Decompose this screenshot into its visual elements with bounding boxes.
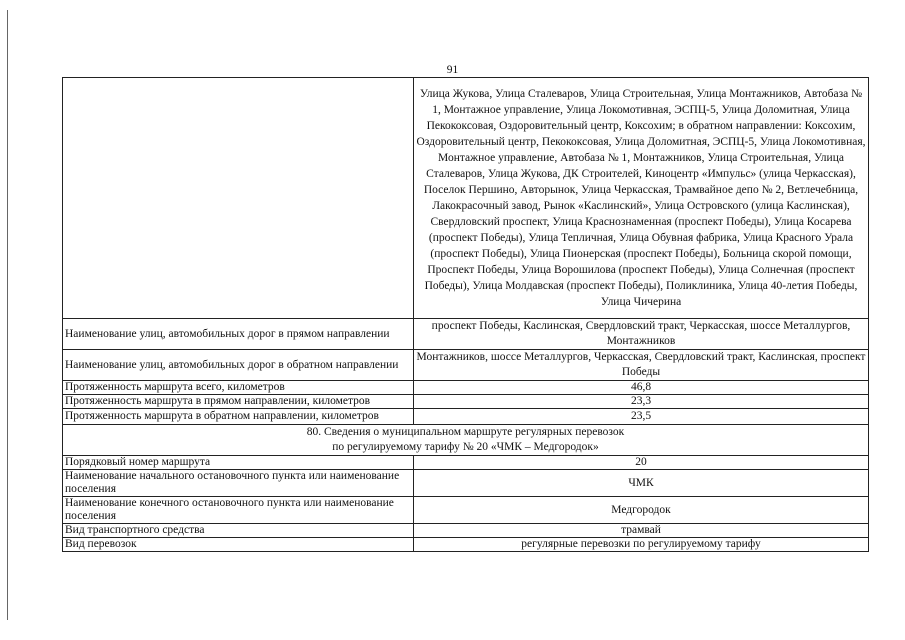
page-edge-line bbox=[7, 10, 8, 620]
row-value: проспект Победы, Каслинская, Свердловский тракт, Черкасская, шоссе Металлургов, Монтажников bbox=[414, 319, 869, 350]
row-label: Вид транспортного средства bbox=[63, 524, 414, 538]
table-row bbox=[63, 524, 869, 538]
section-heading-line-1: 80. Сведения о муниципальном маршруте регулярных перевозок bbox=[306, 426, 625, 438]
row-value: трамвай bbox=[414, 524, 869, 538]
row-label: Наименование начального остановочного пункта или наименование поселения bbox=[63, 470, 414, 497]
table-row bbox=[63, 78, 869, 319]
row-value: регулярные перевозки по регулируемому тарифу bbox=[414, 538, 869, 552]
table-row bbox=[63, 456, 869, 470]
stops-list-continuation: Улица Жукова, Улица Сталеваров, Улица Строительная, Улица Монтажников, Автобаза № 1, Монтажное управление, Улица Локомотивная, ЭСПЦ-5, Улица Доломитная, Улица Пекококсовая, Оздоровительный центр, Коксохим; в обратном направлении: Коксохим, Оздоровительный центр, Пекококсовая, Улица Доломитная, ЭСПЦ-5, Улица Локомотивная, Монтажное управление, Автобаза № 1, Монтажников, Улица Строительная, Улица Сталеваров, Улица Жукова, ДК Строителей, Киноцентр «Импульс» (улица Черкасская), Поселок Першино, Авторынок, Улица Черкасская, Трамвайное депо № 2, Ветлечебница, Лакокрасочный завод, Рынок «Каслинский», Улица Островского (улица Каслинская), Свердловский проспект, Улица Краснознаменная (проспект Победы), Улица Косарева (проспект Победы), Улица Тепличная, Улица Обувная фабрика, Улица Красного Урала (проспект Победы), Улица Пионерская (проспект Победы), Больница скорой помощи, Проспект Победы, Улица Ворошилова (проспект Победы), Улица Солнечная (проспект Победы), Улица Молдавская (проспект Победы), Поликлиника, Улица 40-летия Победы, Улица Чичерина bbox=[414, 78, 869, 319]
row-value: 46,8 bbox=[414, 381, 869, 395]
section-heading-line-2: по регулируемому тарифу № 20 «ЧМК – Медгородок» bbox=[332, 441, 599, 453]
table-row bbox=[63, 319, 869, 350]
table-row bbox=[63, 350, 869, 381]
route-info-table bbox=[62, 77, 869, 552]
table-row bbox=[63, 497, 869, 524]
table-row bbox=[63, 470, 869, 497]
row-label: Наименование улиц, автомобильных дорог в прямом направлении bbox=[63, 319, 414, 350]
row-label: Протяженность маршрута всего, километров bbox=[63, 381, 414, 395]
table-row bbox=[63, 538, 869, 552]
table-row bbox=[63, 381, 869, 395]
table-cell-empty bbox=[63, 78, 414, 319]
row-value: Медгородок bbox=[414, 497, 869, 524]
row-value: 23,3 bbox=[414, 395, 869, 409]
row-value: Монтажников, шоссе Металлургов, Черкасская, Свердловский тракт, Каслинская, проспект Победы bbox=[414, 350, 869, 381]
row-value: ЧМК bbox=[414, 470, 869, 497]
section-heading bbox=[63, 425, 869, 456]
table-row bbox=[63, 409, 869, 425]
table-row bbox=[63, 395, 869, 409]
section-heading-row bbox=[63, 425, 869, 456]
row-value: 20 bbox=[414, 456, 869, 470]
row-label: Наименование конечного остановочного пункта или наименование поселения bbox=[63, 497, 414, 524]
row-label: Порядковый номер маршрута bbox=[63, 456, 414, 470]
page-number: 91 bbox=[446, 64, 459, 76]
row-label: Протяженность маршрута в прямом направлении, километров bbox=[63, 395, 414, 409]
row-label: Наименование улиц, автомобильных дорог в обратном направлении bbox=[63, 350, 414, 381]
row-value: 23,5 bbox=[414, 409, 869, 425]
row-label: Протяженность маршрута в обратном направлении, километров bbox=[63, 409, 414, 425]
row-label: Вид перевозок bbox=[63, 538, 414, 552]
